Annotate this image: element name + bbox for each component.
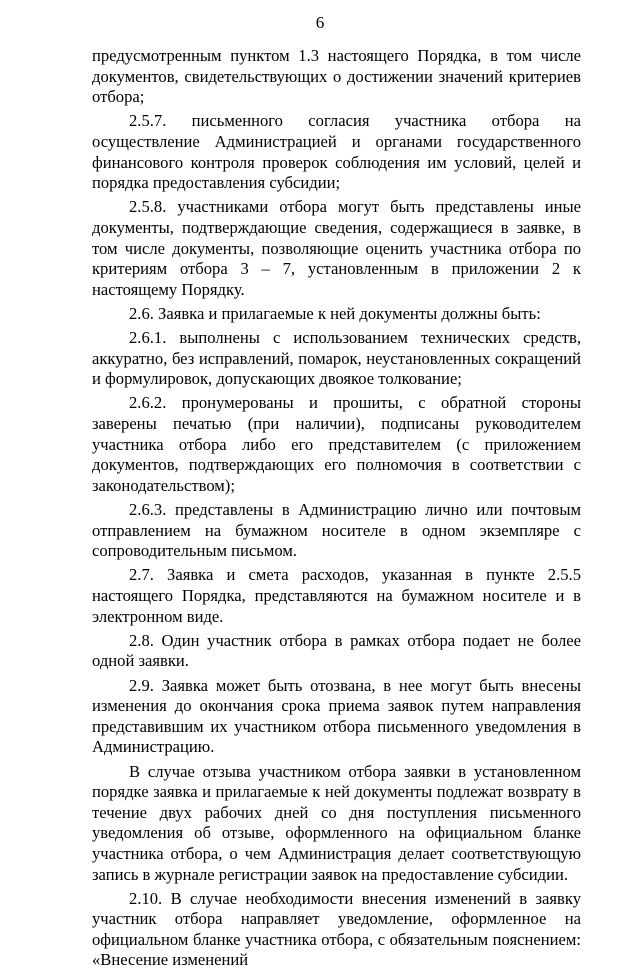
paragraph-2-6: 2.6. Заявка и прилагаемые к ней документы должны быть: [129, 303, 541, 323]
document-body [92, 46, 581, 975]
paragraph-2-7: 2.7. Заявка и смета расходов, указанная в пункте 2.5.5 настоящего Порядка, представляются на бумажном носителе и в электронном виде. [92, 565, 581, 626]
paragraph-withdrawal: В случае отзыва участником отбора заявки в установленном порядке заявка и прилагаемые к ней документы подлежат возврату в течение двух рабочих дней со дня поступления письменного уведомления об отзыве, оформленного на официальном бланке участника отбора, о чем Администрация делает соответствующую запись в журнале регистрации заявок на предоставление субсидии. [92, 761, 581, 884]
paragraph-2-9: 2.9. Заявка может быть отозвана, в нее могут быть внесены изменения до окончания срока приема заявок путем направления представившим их участником отбора письменного уведомления в Администрацию. [92, 675, 581, 757]
page-number: 6 [315, 13, 325, 32]
paragraph-2-5-8: 2.5.8. участниками отбора могут быть представлены иные документы, подтверждающие сведения, содержащиеся в заявке, в том числе документы, позволяющие оценить участника отбора по критериям отбора 3 – 7, установленным в приложении 2 к настоящему Порядку. [92, 197, 581, 299]
paragraph-continuation: предусмотренным пунктом 1.3 настоящего Порядка, в том числе документов, свидетельствующих о достижении значений критериев отбора; [92, 46, 581, 107]
paragraph-2-6-2: 2.6.2. пронумерованы и прошиты, с обратной стороны заверены печатью (при наличии), подписаны руководителем участника отбора либо его представителем (с приложением документов, подтверждающих его полномочия в соответствии с законодательством); [92, 393, 581, 495]
paragraph-2-10: 2.10. В случае необходимости внесения изменений в заявку участник отбора направляет уведомление, оформленное на официальном бланке участника отбора, с обязательным пояснением: «Внесение изменений [92, 888, 581, 970]
paragraph-2-5-7: 2.5.7. письменного согласия участника отбора на осуществление Администрацией и органами государственного финансового контроля проверок соблюдения им условий, целей и порядка предоставления субсидии; [92, 111, 581, 193]
paragraph-2-8: 2.8. Один участник отбора в рамках отбора подает не более одной заявки. [92, 630, 581, 671]
paragraph-2-6-1: 2.6.1. выполнены с использованием технических средств, аккуратно, без исправлений, помарок, неустановленных сокращений и формулировок, допускающих двоякое толкование; [92, 328, 581, 389]
paragraph-2-6-3: 2.6.3. представлены в Администрацию лично или почтовым отправлением на бумажном носителе в одном экземпляре с сопроводительным письмом. [92, 500, 581, 561]
